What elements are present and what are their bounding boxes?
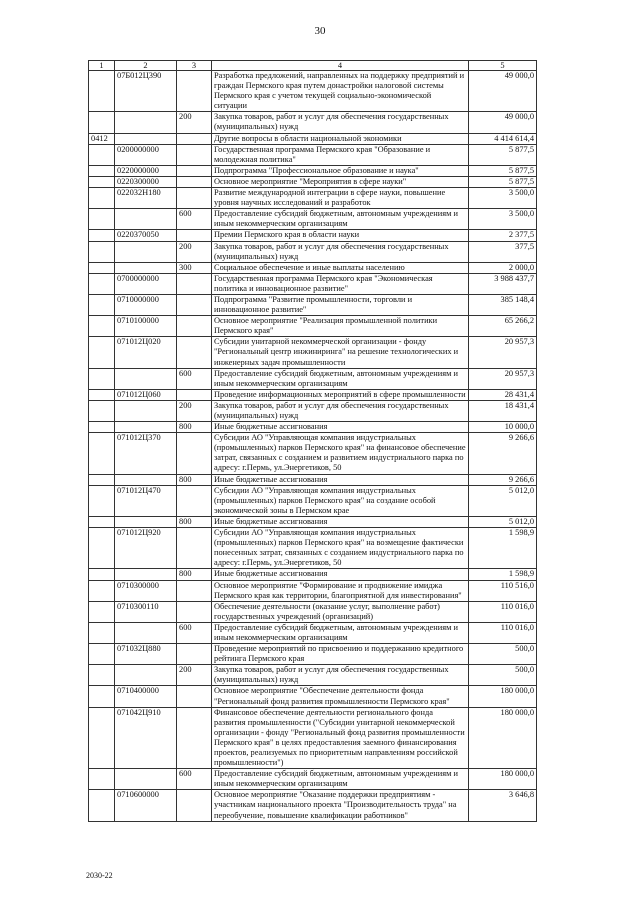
amount-cell: 377,5 [469,241,537,262]
description-cell: Развитие международной интеграции в сфере науки, повышение уровня научных исследований и разработок [212,188,469,209]
description-cell: Закупка товаров, работ и услуг для обеспечения государственных (муниципальных) нужд [212,112,469,133]
section-cell [89,485,115,516]
section-cell [89,337,115,368]
expense-type-cell [177,790,212,821]
table-row [89,144,537,165]
expense-type-cell: 300 [177,262,212,273]
table-row [89,188,537,209]
expense-type-cell [177,165,212,176]
section-cell [89,528,115,569]
expense-type-cell: 800 [177,422,212,433]
expense-type-cell: 800 [177,569,212,580]
expense-type-cell [177,389,212,400]
expense-type-cell [177,601,212,622]
expense-type-cell [177,144,212,165]
description-cell: Подпрограмма "Развитие промышленности, торговли и инновационное развитие" [212,294,469,315]
header-cell: 5 [469,61,537,71]
description-cell: Иные бюджетные ассигнования [212,569,469,580]
target-code-cell: 071012Ц060 [115,389,177,400]
target-code-cell: 0710100000 [115,316,177,337]
expense-type-cell [177,71,212,112]
target-code-cell: 0710400000 [115,686,177,707]
section-cell [89,422,115,433]
amount-cell: 500,0 [469,665,537,686]
target-code-cell: 071042Ц910 [115,707,177,769]
header-cell: 3 [177,61,212,71]
table-row [89,209,537,230]
table-row [89,569,537,580]
target-code-cell [115,262,177,273]
target-code-cell: 0710300000 [115,580,177,601]
description-cell: Субсидии АО "Управляющая компания индустриальных (промышленных) парков Пермского края" на создание особой экономической зоны в Пермском крае [212,485,469,516]
table-row [89,241,537,262]
amount-cell: 10 000,0 [469,422,537,433]
section-cell [89,230,115,241]
description-cell: Государственная программа Пермского края "Экономическая политика и инновационное развитие" [212,273,469,294]
amount-cell: 3 500,0 [469,209,537,230]
expense-type-cell: 200 [177,112,212,133]
table-row [89,112,537,133]
section-cell [89,165,115,176]
description-cell: Иные бюджетные ассигнования [212,516,469,527]
expense-type-cell [177,273,212,294]
expense-type-cell: 600 [177,769,212,790]
expense-type-cell [177,485,212,516]
amount-cell: 9 266,6 [469,474,537,485]
expense-type-cell: 600 [177,209,212,230]
amount-cell: 3 500,0 [469,188,537,209]
table-row [89,644,537,665]
expense-type-cell: 600 [177,622,212,643]
description-cell: Субсидии АО "Управляющая компания индустриальных (промышленных) парков Пермского края" на финансовое обеспечение затрат, связанных с созданием и развитием индустриального парка по адресу: г.Пермь, ул.Энергетиков, 50 [212,433,469,474]
amount-cell: 180 000,0 [469,769,537,790]
amount-cell: 28 431,4 [469,389,537,400]
expense-type-cell: 200 [177,665,212,686]
description-cell: Проведение информационных мероприятий в сфере промышленности [212,389,469,400]
description-cell: Подпрограмма "Профессиональное образование и наука" [212,165,469,176]
table-row [89,580,537,601]
table-row [89,516,537,527]
header-cell: 4 [212,61,469,71]
table-row [89,686,537,707]
page-number: 30 [314,25,326,37]
description-cell: Предоставление субсидий бюджетным, автономным учреждениям и иным некоммерческим организациям [212,368,469,389]
description-cell: Государственная программа Пермского края "Образование и молодежная политика" [212,144,469,165]
description-cell: Субсидии АО "Управляющая компания индустриальных (промышленных) парков Пермского края" на возмещение фактически понесенных затрат, связанных с созданием индустриального парка по адресу: г.Пермь, ул.Энергетиков, 50 [212,528,469,569]
section-cell [89,262,115,273]
table-row [89,485,537,516]
description-cell: Закупка товаров, работ и услуг для обеспечения государственных (муниципальных) нужд [212,400,469,421]
target-code-cell [115,516,177,527]
target-code-cell [115,665,177,686]
description-cell: Проведение мероприятий по присвоению и поддержанию кредитного рейтинга Пермского края [212,644,469,665]
description-cell: Основное мероприятие "Обеспечение деятельности фонда "Региональный фонд развития промышленности Пермского края" [212,686,469,707]
target-code-cell: 022032Н180 [115,188,177,209]
table-row [89,601,537,622]
target-code-cell: 0220300000 [115,176,177,187]
section-cell [89,112,115,133]
table-row [89,422,537,433]
expense-type-cell [177,188,212,209]
amount-cell: 3 988 437,7 [469,273,537,294]
amount-cell: 500,0 [469,644,537,665]
table-row [89,622,537,643]
amount-cell: 1 598,9 [469,569,537,580]
expense-type-cell [177,337,212,368]
description-cell: Основное мероприятие "Оказание поддержки предприятиям - участникам национального проекта "Производительность труда" на переобучение, повышение квалификации работников" [212,790,469,821]
expense-type-cell [177,230,212,241]
amount-cell: 5 877,5 [469,176,537,187]
target-code-cell: 0220000000 [115,165,177,176]
description-cell: Закупка товаров, работ и услуг для обеспечения государственных (муниципальных) нужд [212,665,469,686]
amount-cell: 110 016,0 [469,622,537,643]
table-row [89,528,537,569]
section-cell [89,71,115,112]
budget-table [88,60,537,822]
section-cell [89,144,115,165]
amount-cell: 2 377,5 [469,230,537,241]
expense-type-cell [177,133,212,144]
expense-type-cell [177,316,212,337]
amount-cell: 385 148,4 [469,294,537,315]
amount-cell: 49 000,0 [469,112,537,133]
description-cell: Основное мероприятие "Реализация промышленной политики Пермского края" [212,316,469,337]
header-cell: 2 [115,61,177,71]
footer-code: 2030-22 [86,871,113,880]
expense-type-cell [177,580,212,601]
target-code-cell: 071032Ц880 [115,644,177,665]
target-code-cell [115,241,177,262]
description-cell: Предоставление субсидий бюджетным, автономным учреждениям и иным некоммерческим организациям [212,769,469,790]
table-row [89,665,537,686]
amount-cell: 20 957,3 [469,337,537,368]
target-code-cell [115,422,177,433]
section-cell [89,769,115,790]
amount-cell: 2 000,0 [469,262,537,273]
table-row [89,790,537,821]
amount-cell: 4 414 614,4 [469,133,537,144]
target-code-cell [115,622,177,643]
section-cell [89,368,115,389]
expense-type-cell [177,528,212,569]
table-row [89,71,537,112]
target-code-cell: 0710000000 [115,294,177,315]
target-code-cell: 0710600000 [115,790,177,821]
section-cell [89,188,115,209]
target-code-cell: 0710300110 [115,601,177,622]
table-row [89,316,537,337]
amount-cell: 9 266,6 [469,433,537,474]
table-row [89,389,537,400]
section-cell [89,601,115,622]
table-row [89,176,537,187]
section-cell [89,400,115,421]
target-code-cell [115,769,177,790]
target-code-cell: 071012Ц470 [115,485,177,516]
header-cell: 1 [89,61,115,71]
amount-cell: 5 012,0 [469,485,537,516]
expense-type-cell [177,176,212,187]
target-code-cell: 071012Ц020 [115,337,177,368]
amount-cell: 5 877,5 [469,144,537,165]
amount-cell: 180 000,0 [469,707,537,769]
target-code-cell: 071012Ц920 [115,528,177,569]
section-cell [89,644,115,665]
table-header-row [89,61,537,71]
section-cell [89,241,115,262]
table-row [89,294,537,315]
expense-type-cell: 600 [177,368,212,389]
target-code-cell: 0700000000 [115,273,177,294]
target-code-cell [115,209,177,230]
section-cell [89,516,115,527]
description-cell: Основное мероприятие "Формирование и продвижение имиджа Пермского края как территории, благоприятной для инвестирования" [212,580,469,601]
amount-cell: 110 516,0 [469,580,537,601]
expense-type-cell: 200 [177,400,212,421]
amount-cell: 5 012,0 [469,516,537,527]
amount-cell: 180 000,0 [469,686,537,707]
description-cell: Иные бюджетные ассигнования [212,474,469,485]
expense-type-cell [177,686,212,707]
expense-type-cell [177,433,212,474]
section-cell [89,686,115,707]
expense-type-cell [177,644,212,665]
expense-type-cell: 800 [177,516,212,527]
table-row [89,368,537,389]
table-body [89,71,537,822]
section-cell [89,569,115,580]
section-cell [89,176,115,187]
amount-cell: 5 877,5 [469,165,537,176]
table-row [89,165,537,176]
expense-type-cell: 200 [177,241,212,262]
table-row [89,400,537,421]
section-cell [89,294,115,315]
expense-type-cell: 800 [177,474,212,485]
expense-type-cell [177,707,212,769]
target-code-cell [115,474,177,485]
target-code-cell: 07Б012Ц390 [115,71,177,112]
table-row [89,262,537,273]
description-cell: Основное мероприятие "Мероприятия в сфере науки" [212,176,469,187]
amount-cell: 18 431,4 [469,400,537,421]
table-row [89,769,537,790]
section-cell [89,790,115,821]
amount-cell: 49 000,0 [469,71,537,112]
target-code-cell [115,133,177,144]
section-cell: 0412 [89,133,115,144]
amount-cell: 110 016,0 [469,601,537,622]
description-cell: Другие вопросы в области национальной экономики [212,133,469,144]
description-cell: Субсидии унитарной некоммерческой организации - фонду "Региональный центр инжиниринга" на решение технологических и инженерных задач промышленности [212,337,469,368]
table-row [89,273,537,294]
section-cell [89,209,115,230]
section-cell [89,316,115,337]
expense-type-cell [177,294,212,315]
section-cell [89,665,115,686]
target-code-cell: 0200000000 [115,144,177,165]
description-cell: Социальное обеспечение и иные выплаты населению [212,262,469,273]
section-cell [89,433,115,474]
target-code-cell [115,368,177,389]
description-cell: Премии Пермского края в области науки [212,230,469,241]
description-cell: Предоставление субсидий бюджетным, автономным учреждениям и иным некоммерческим организациям [212,209,469,230]
target-code-cell: 0220370050 [115,230,177,241]
section-cell [89,273,115,294]
description-cell: Иные бюджетные ассигнования [212,422,469,433]
target-code-cell: 071012Ц370 [115,433,177,474]
description-cell: Предоставление субсидий бюджетным, автономным учреждениям и иным некоммерческим организациям [212,622,469,643]
description-cell: Разработка предложений, направленных на поддержку предприятий и граждан Пермского края путем донастройки налоговой системы Пермского края с учетом текущей социально-экономической ситуации [212,71,469,112]
section-cell [89,622,115,643]
amount-cell: 1 598,9 [469,528,537,569]
amount-cell: 65 266,2 [469,316,537,337]
target-code-cell [115,112,177,133]
table-row [89,230,537,241]
description-cell: Финансовое обеспечение деятельности регионального фонда развития промышленности ("Субсидии унитарной некоммерческой организации - фонду "Региональный фонд развития промышленности Пермского края" в целях предоставления заемного финансирования проектов, реализуемых по приоритетным направлениям российской промышленности") [212,707,469,769]
table-row [89,433,537,474]
section-cell [89,389,115,400]
target-code-cell [115,569,177,580]
description-cell: Закупка товаров, работ и услуг для обеспечения государственных (муниципальных) нужд [212,241,469,262]
section-cell [89,707,115,769]
description-cell: Обеспечение деятельности (оказание услуг, выполнение работ) государственных учреждений (организаций) [212,601,469,622]
table-row [89,707,537,769]
amount-cell: 3 646,8 [469,790,537,821]
table-row [89,337,537,368]
amount-cell: 20 957,3 [469,368,537,389]
section-cell [89,474,115,485]
table-row [89,133,537,144]
section-cell [89,580,115,601]
target-code-cell [115,400,177,421]
table-row [89,474,537,485]
